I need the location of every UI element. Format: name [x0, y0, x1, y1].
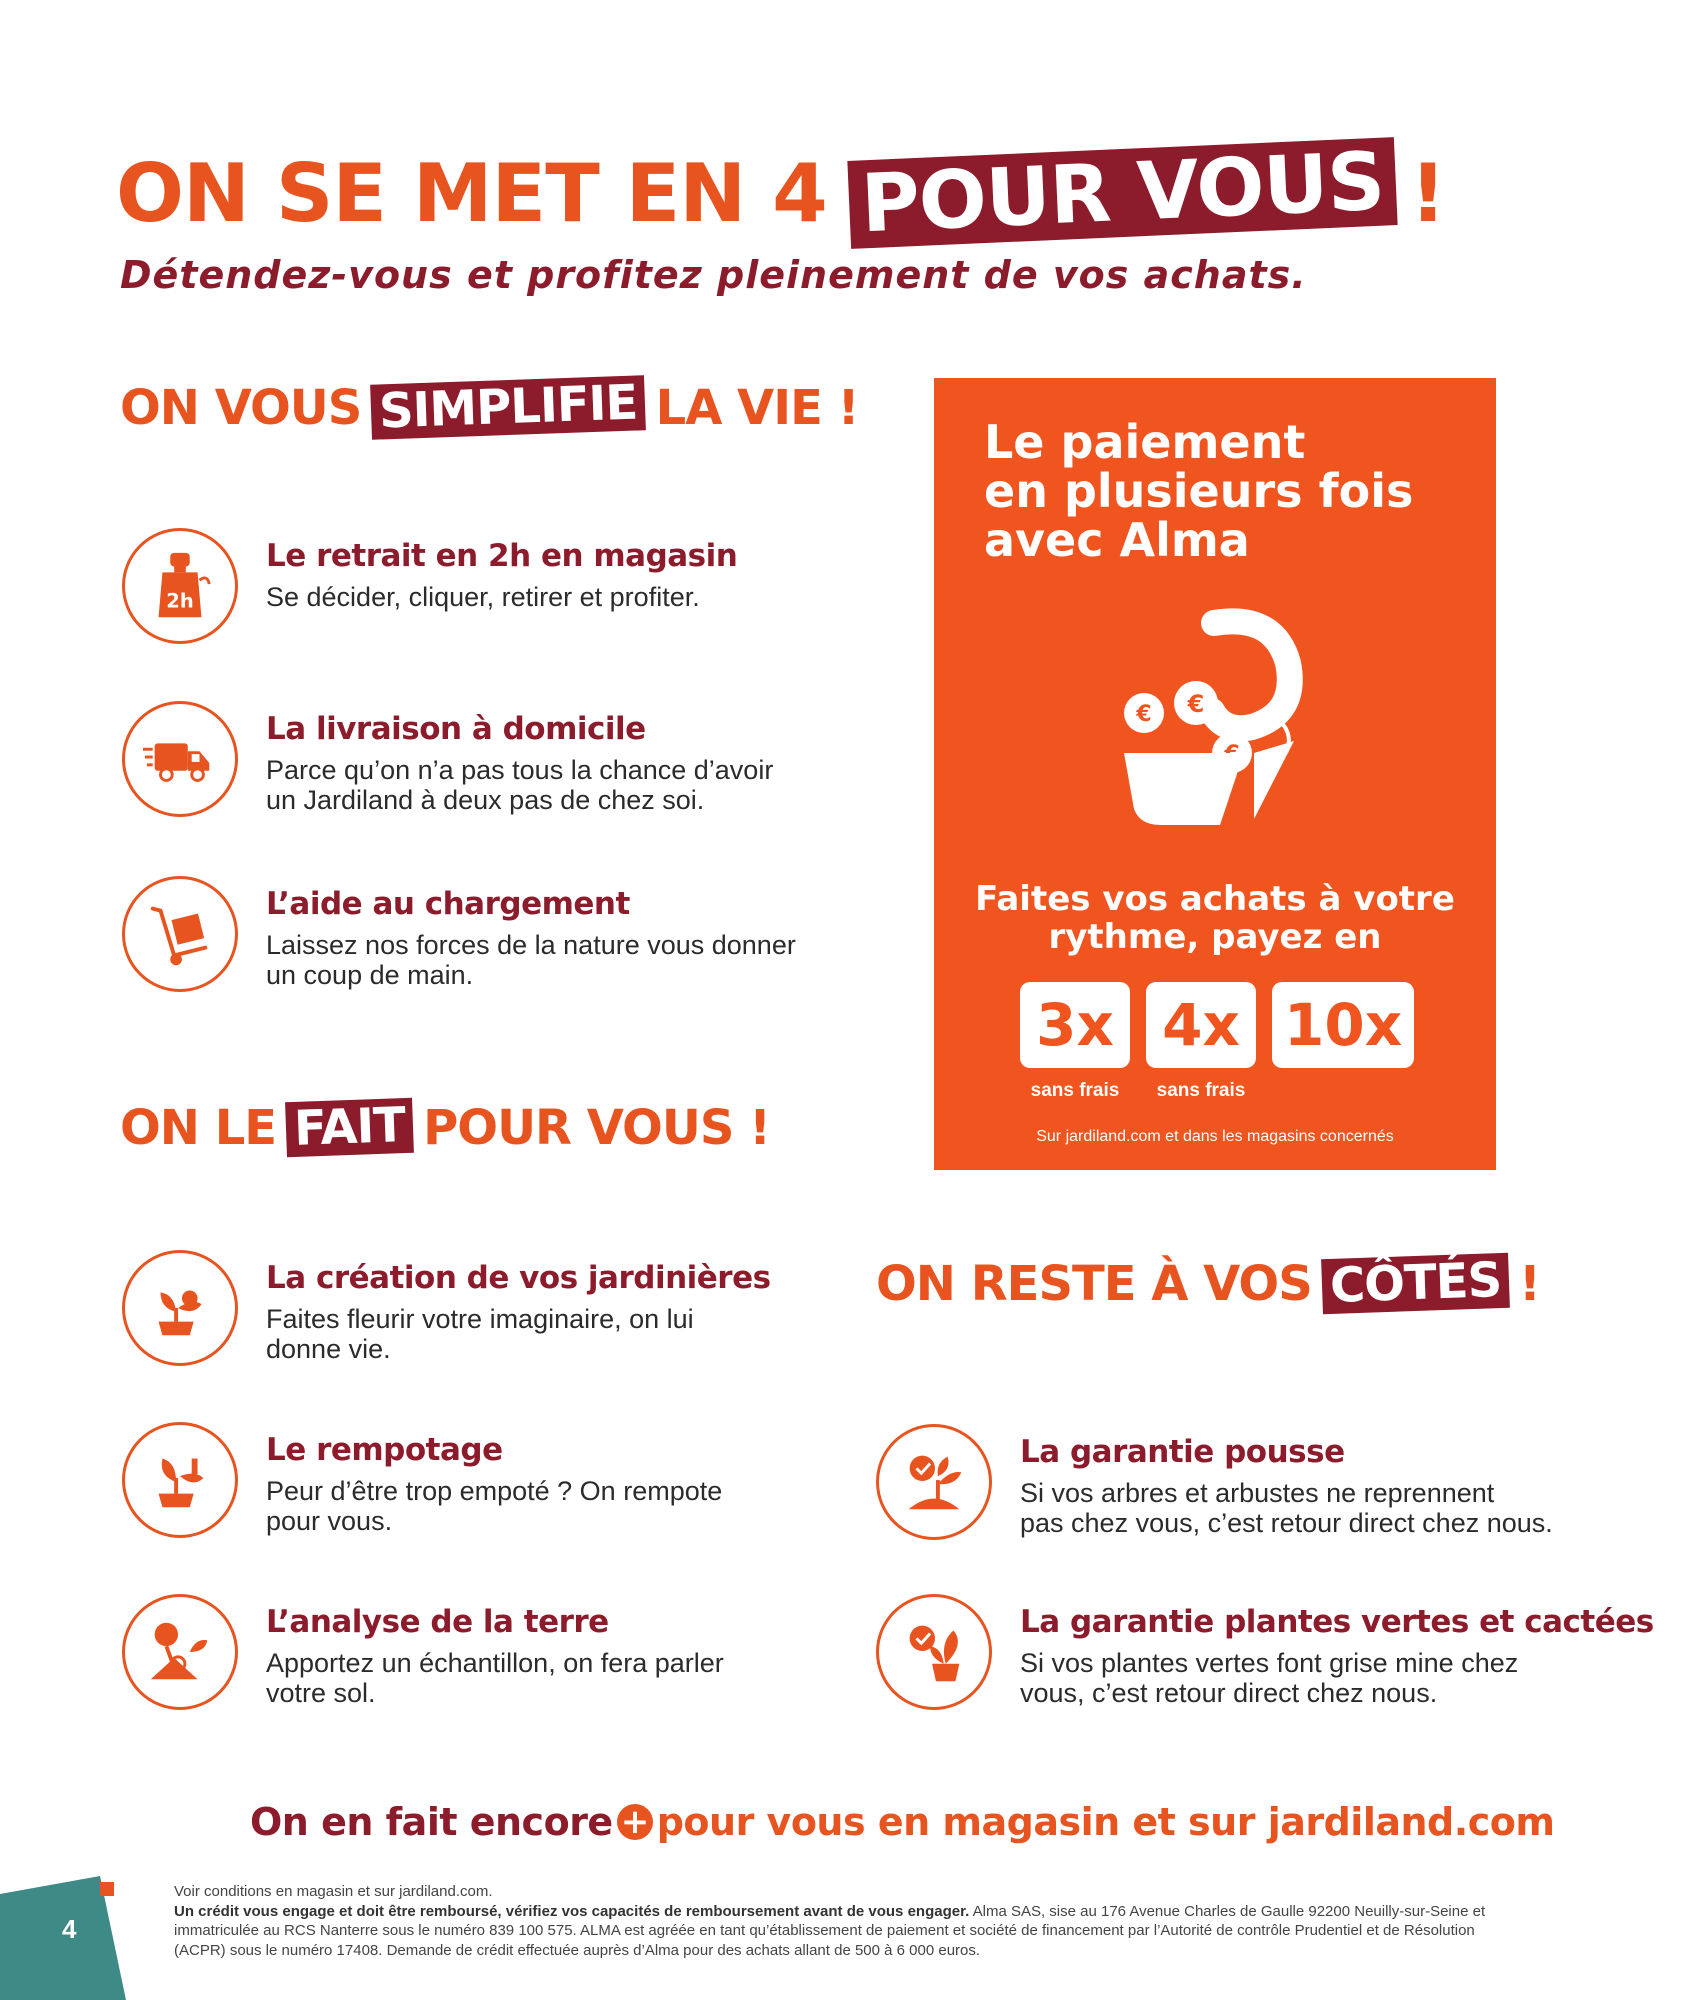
legal-paragraph	[174, 1902, 1504, 1961]
svg-text:€: €	[1136, 702, 1152, 727]
payment-option-3x	[1020, 982, 1130, 1102]
guarantee-plant-icon	[876, 1594, 992, 1710]
page-number: 4	[62, 1914, 77, 1944]
hand-truck-icon	[122, 876, 238, 992]
headline-highlight: POUR VOUS	[847, 137, 1397, 249]
item-title: La livraison à domicile	[266, 711, 646, 747]
section-title-post: !	[1518, 1256, 1540, 1312]
service-item-chargement	[122, 876, 796, 992]
option-note: sans frais	[1156, 1080, 1246, 1101]
section-title-cotes	[876, 1252, 1540, 1315]
page-subtitle: Détendez-vous et profitez pleinement de vos achats.	[120, 253, 1307, 297]
alma-payment-panel	[934, 378, 1496, 1170]
item-description: Laissez nos forces de la nature vous donner un coup de main.	[266, 930, 796, 991]
repotting-icon	[122, 1422, 238, 1538]
option-note: sans frais	[1030, 1080, 1120, 1101]
item-description: Faites fleurir votre imaginaire, on lui donne vie.	[266, 1304, 694, 1365]
section-title-pre: ON VOUS	[120, 380, 362, 436]
option-label: 3x	[1020, 982, 1130, 1068]
svg-text:2h: 2h	[166, 589, 194, 613]
plus-icon: +	[617, 1804, 653, 1840]
bag-2h-icon	[122, 528, 238, 644]
section-title-highlight: FAIT	[285, 1098, 414, 1158]
item-title: L’analyse de la terre	[266, 1604, 609, 1640]
page-headline	[116, 134, 1446, 251]
payment-option-10x	[1272, 982, 1414, 1102]
option-label: 10x	[1272, 982, 1414, 1068]
legal-line1: Voir conditions en magasin et sur jardiland.com.	[174, 1883, 493, 1900]
soil-analysis-icon	[122, 1594, 238, 1710]
legal-rest: Alma SAS, sise au 176 Avenue Charles de Gaulle 92200 Neuilly-sur-Seine et immatriculée au RCS Nanterre sous le numéro 839 100 575. ALMA est agréée en tant qu’établissement de paiement et société de financement par l’Autorité de contrôle Prudentiel et de Résolution (ACPR) sous le numéro 17408. Demande de crédit effectuée auprès d’Alma pour des achats allant de 500 à 6 000 euros.	[174, 1902, 1486, 1959]
item-title: Le retrait en 2h en magasin	[266, 538, 738, 574]
section-title-pre: ON LE	[120, 1100, 277, 1156]
headline-exclamation: !	[1409, 146, 1446, 240]
item-description: Si vos arbres et arbustes ne reprennent pas chez vous, c’est retour direct chez nous.	[1020, 1478, 1553, 1539]
section-title-pre: ON RESTE À VOS	[876, 1256, 1312, 1312]
alma-pitch: Faites vos achats à votre rythme, payez en	[975, 879, 1455, 958]
section-title-post: LA VIE !	[655, 380, 859, 436]
guarantee-sprout-icon	[876, 1424, 992, 1540]
section-title-highlight: CÔTÉS	[1321, 1253, 1510, 1315]
section-title-simplifie	[120, 374, 859, 440]
delivery-truck-icon	[122, 701, 238, 817]
service-item-garantie-pousse	[876, 1424, 1553, 1540]
tagline-part2: pour vous en magasin et sur jardiland.com	[656, 1800, 1555, 1844]
legal-bold: Un crédit vous engage et doit être remboursé, vérifiez vos capacités de remboursement avant de vous engager.	[174, 1902, 970, 1920]
service-item-jardinieres	[122, 1250, 771, 1366]
section-title-highlight: SIMPLIFIE	[370, 376, 646, 441]
item-title: La garantie plantes vertes et cactées	[1020, 1604, 1654, 1640]
planter-icon	[122, 1250, 238, 1366]
payment-illustration-icon	[1104, 603, 1334, 833]
item-title: Le rempotage	[266, 1432, 503, 1468]
headline-part1: ON SE MET EN 4	[116, 146, 827, 240]
service-item-rempotage	[122, 1422, 722, 1538]
svg-text:€: €	[1187, 690, 1205, 718]
item-title: La création de vos jardinières	[266, 1260, 771, 1296]
option-label: 4x	[1146, 982, 1256, 1068]
service-item-garantie-plantes	[876, 1594, 1654, 1710]
tagline-part1: On en fait encore	[250, 1800, 613, 1844]
item-description: Apportez un échantillon, on fera parler votre sol.	[266, 1648, 724, 1709]
service-item-analyse	[122, 1594, 724, 1710]
legal-notice	[174, 1882, 1504, 1960]
item-description: Si vos plantes vertes font grise mine chez vous, c’est retour direct chez nous.	[1020, 1648, 1519, 1709]
service-item-retrait	[122, 528, 737, 644]
section-title-fait	[120, 1097, 770, 1158]
alma-title: Le paiement en plusieurs fois avec Alma	[984, 415, 1414, 567]
payment-option-4x	[1146, 982, 1256, 1102]
alma-footnote: Sur jardiland.com et dans les magasins concernés	[1036, 1128, 1394, 1145]
bottom-tagline	[250, 1800, 1554, 1844]
item-title: La garantie pousse	[1020, 1434, 1345, 1470]
item-description: Peur d’être trop empoté ? On rempote pour vous.	[266, 1476, 723, 1537]
service-item-livraison	[122, 701, 773, 817]
alma-options	[1020, 982, 1430, 1102]
item-title: L’aide au chargement	[266, 886, 630, 922]
item-description: Parce qu’on n’a pas tous la chance d’avoir un Jardiland à deux pas de chez soi.	[266, 755, 774, 816]
item-description: Se décider, cliquer, retirer et profiter.	[266, 582, 700, 612]
section-title-post: POUR VOUS !	[423, 1100, 770, 1156]
